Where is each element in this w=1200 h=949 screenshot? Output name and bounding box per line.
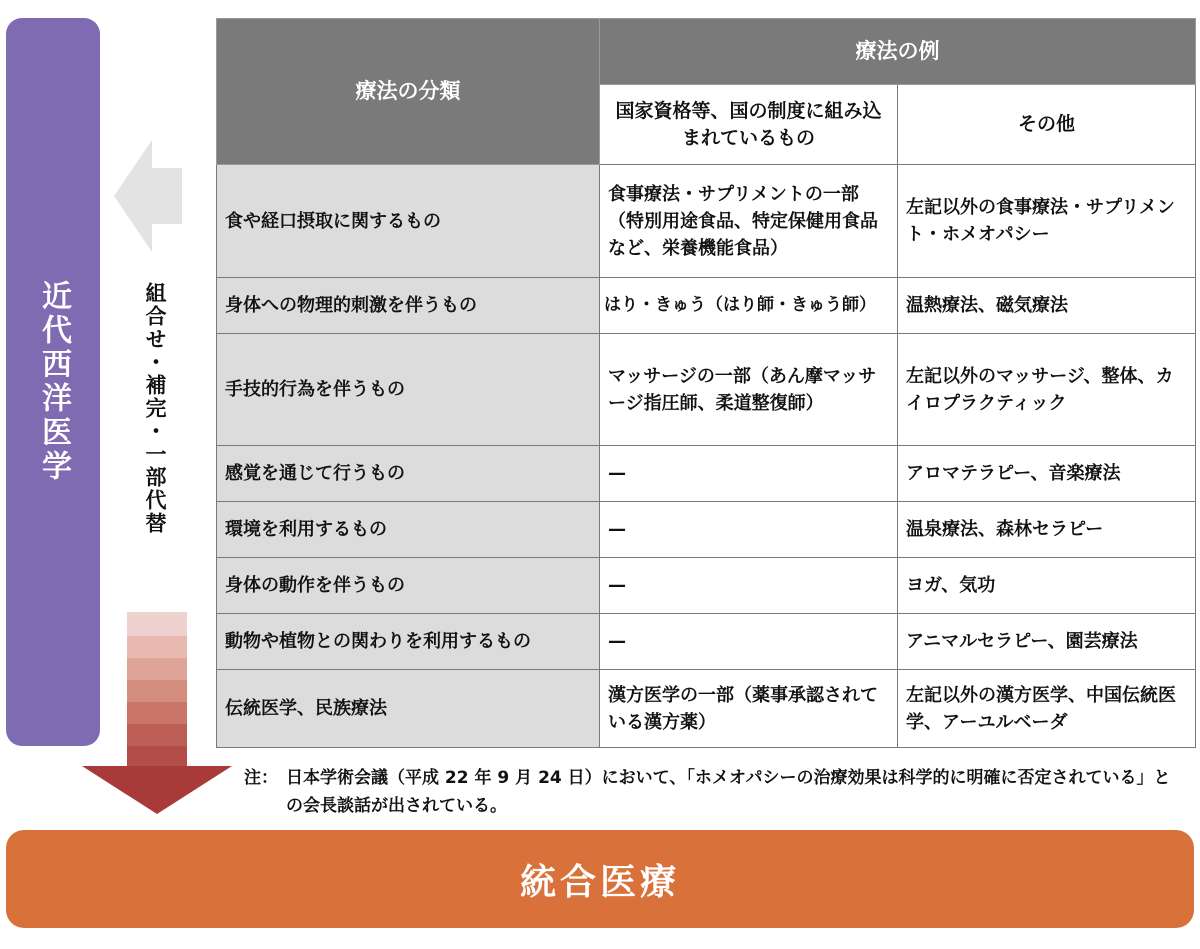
- left-arrow-icon: [114, 140, 184, 252]
- row-other: ヨガ、気功: [898, 558, 1196, 614]
- integrative-medicine-label: 統合医療: [519, 861, 680, 903]
- row-other: アロマテラピー、音楽療法: [898, 446, 1196, 502]
- header-category: 療法の分類: [217, 19, 600, 165]
- row-national: 食事療法・サプリメントの一部（特別用途食品、特定保健用食品など、栄養機能食品）: [600, 165, 898, 278]
- integrative-medicine-bar: [6, 830, 1194, 928]
- down-arrow-icon: [82, 612, 232, 814]
- western-medicine-label: 近代西洋医学: [36, 280, 71, 484]
- table-row: [217, 334, 1196, 446]
- table-row: [217, 502, 1196, 558]
- row-other: 左記以外の食事療法・サプリメント・ホメオパシー: [898, 165, 1196, 278]
- footnote-label: 注：: [244, 768, 278, 788]
- row-national: —: [600, 558, 898, 614]
- row-national: はり・きゅう（はり師・きゅう師）: [600, 278, 898, 334]
- combination-label: 組合せ・補完・一部代替: [143, 282, 167, 535]
- row-other: 左記以外のマッサージ、整体、カイロプラクティック: [898, 334, 1196, 446]
- row-category: 身体への物理的刺激を伴うもの: [217, 278, 600, 334]
- table-row: [217, 278, 1196, 334]
- row-category: 食や経口摂取に関するもの: [217, 165, 600, 278]
- row-category: 手技的行為を伴うもの: [217, 334, 600, 446]
- row-category: 伝統医学、民族療法: [217, 670, 600, 748]
- row-national: マッサージの一部（あん摩マッサージ指圧師、柔道整復師）: [600, 334, 898, 446]
- table-row: [217, 558, 1196, 614]
- row-category: 動物や植物との関わりを利用するもの: [217, 614, 600, 670]
- row-national: —: [600, 614, 898, 670]
- therapy-table: [216, 18, 1196, 748]
- header-examples: 療法の例: [600, 19, 1196, 85]
- table-row: [217, 614, 1196, 670]
- table-row: [217, 670, 1196, 748]
- header-national-system: 国家資格等、国の制度に組み込まれているもの: [600, 85, 898, 165]
- footnote-text: 日本学術会議（平成 22 年 9 月 24 日）において、「ホメオパシーの治療効果は科学的に明確に否定されている」との会長談話が出されている。: [286, 768, 1171, 816]
- row-other: 温熱療法、磁気療法: [898, 278, 1196, 334]
- row-national: 漢方医学の一部（薬事承認されている漢方薬）: [600, 670, 898, 748]
- row-national: —: [600, 446, 898, 502]
- row-other: アニマルセラピー、園芸療法: [898, 614, 1196, 670]
- row-other: 温泉療法、森林セラピー: [898, 502, 1196, 558]
- footnote: [244, 764, 1184, 820]
- row-category: 感覚を通じて行うもの: [217, 446, 600, 502]
- table-row: [217, 165, 1196, 278]
- row-other: 左記以外の漢方医学、中国伝統医学、アーユルベーダ: [898, 670, 1196, 748]
- header-other: その他: [898, 85, 1196, 165]
- table-row: [217, 446, 1196, 502]
- row-category: 身体の動作を伴うもの: [217, 558, 600, 614]
- row-category: 環境を利用するもの: [217, 502, 600, 558]
- row-national: —: [600, 502, 898, 558]
